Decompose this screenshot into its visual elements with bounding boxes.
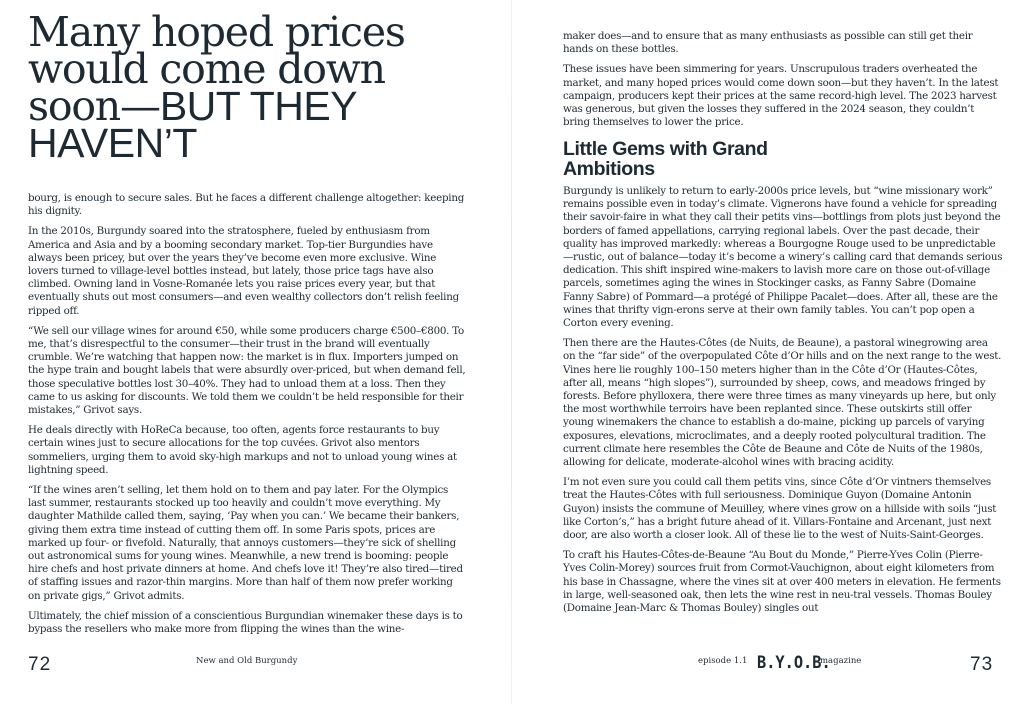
left-section-title: New and Old Burgundy — [196, 656, 298, 666]
byob-logo: B.Y.O.B. — [757, 653, 831, 673]
headline — [28, 8, 468, 166]
section-subhead: Little Gems with Grand Ambitions — [563, 138, 768, 180]
headline-sans: BUT THEY HAVEN’T — [28, 83, 357, 166]
paragraph: To craft his Hautes-Côtes-de-Beaune “Au Bout du Monde,” Pierre-Yves Colin (Pierre-Yves Colin-Morey) sources fruit from Cormot-Vauchignon, about eight kilometers from his base in Chassagne, where the vines sit at over 400 meters in elevation. He ferments in large, well-seasoned oak, then lets the wine rest in neu-tral vessels. Thomas Bouley (Domaine Jean-Marc & Thomas Bouley) singles out — [563, 549, 1001, 615]
paragraph: maker does—and to ensure that as many enthusiasts as possible can still get their hands on these bottles. — [563, 30, 973, 56]
paragraph: bourg, is enough to secure sales. But he faces a different challenge altogether: keeping his dignity. — [28, 192, 465, 218]
magazine-label: magazine — [820, 656, 862, 666]
right-column-top — [563, 30, 1003, 136]
paragraph: “If the wines aren’t selling, let them hold on to them and pay later. For the Olympics last summer, restaurants stocked up too heavily and couldn’t move everything. My daughter Mathilde called them, saying, ‘Pay when you can.’ We became their bankers, giving them extra time instead of cutting them off. In some Paris spots, prices are marked up four- or fivefold. Naturally, that annoys customers—they’re sick of shelling out astronomical sums for young wines. Meanwhile, a new trend is booming: people hire chefs and host private dinners at home. And chefs love it! They’re also tired—tired of staffing issues and razor-thin margins. More than half of them now prefer working on private gigs,” Grivot admits. — [28, 484, 463, 602]
paragraph: I’m not even sure you could call them petits vins, since Côte d’Or vintners themselves treat the Hautes-Côtes with full seriousness. Dominique Guyon (Domaine Antonin Guyon) insists the commune of Meuilley, where vines grow on a hillside with soils “just like Corton’s,” has a bright future ahead of it. Villars-Fontaine and Arcenant, just next door, are also worth a closer look. All of these lie to the west of Nuits-Saint-Georges. — [563, 476, 997, 542]
episode-label: episode 1.1 — [698, 656, 748, 666]
paragraph: He deals directly with HoReCa because, too often, agents force restaurants to buy certain wines just to secure allocations for the top cuvées. Grivot also mentors sommeliers, urging them to avoid sky-high markups and not to unload young wines at lightning speed. — [28, 424, 457, 476]
paragraph: Ultimately, the chief mission of a conscientious Burgundian winemaker these days is to bypass the resellers who make more from flipping the wines than the wine- — [28, 609, 463, 636]
paragraph: These issues have been simmering for years. Unscrupulous traders overheated the market, and many hoped prices would come down soon—but they haven’t. In the latest campaign, producers kept their prices at the same record-high level. The 2023 harvest was generous, but given the losses they suffered in the 2024 season, they couldn’t bring themselves to lower the price. — [563, 63, 999, 129]
left-page-number: 72 — [28, 654, 52, 675]
right-column-bottom — [563, 185, 1003, 622]
left-column — [28, 192, 468, 643]
paragraph: Burgundy is unlikely to return to early-2000s price levels, but “wine missionary work” remains possible even in today’s climate. Vignerons have found a vehicle for spreading their savoir-faire in what they call their petits vins—bottlings from plots just beyond the borders of famed appellations, carrying regional labels. Over the past decade, their quality has improved markedly: whereas a Bourgogne Rouge used to be unpredictable—rustic, out of balance—today it’s become a winery’s calling card that demands serious dedication. This shift inspired wine-makers to lavish more care on those out-of-village parcels, sometimes aging the wines in Stockinger casks, as Fanny Sabre (Domaine Fanny Sabre) of Pommard—a protégé of Philippe Pacalet—does. After all, these are the wines that thrifty vign-erons serve at their own family tables. You can’t pop open a Corton every evening. — [563, 185, 1003, 330]
headline-serif: Many hoped prices would come down soon— — [28, 8, 405, 130]
paragraph: In the 2010s, Burgundy soared into the stratosphere, fueled by enthusiasm from America and Asia and by a booming secondary market. Top-tier Burgundies have always been pricey, but over the years they’ve become even more exclusive. Wine lovers turned to village-level bottles instead, but lately, those price tags have also climbed. Owning land in Vosne-Romanée lets you raise prices every year, but that eventually shuts out most consumers—and even wealthy collectors don’t relish feeling ripped off. — [28, 225, 459, 317]
paragraph: “We sell our village wines for around €50, while some producers charge €500–€800. To me, that’s disrespectful to the consumer—their trust in the brand will eventually crumble. We’re watching that happen now: the market is in flux. Importers jumped on the hype train and bought labels that were absurdly over-priced, but when demand fell, those speculative bottles lost 30–40%. They had to unload them at a loss. Then they came to us asking for discounts. We told them we couldn’t be held responsible for their mistakes,” Grivot says. — [28, 324, 466, 417]
paragraph: Then there are the Hautes-Côtes (de Nuits, de Beaune), a pastoral winegrowing area on the “far side” of the overpopulated Côte d’Or hills and on the next range to the west. Vines here lie roughly 100–150 meters higher than in the Côte d’Or (Hautes-Côtes, after all, means “high slopes”), surrounded by sheep, cows, and meadows fringed by forests. Before phylloxera, there were three times as many vineyards up here, but only the most worthwhile terroirs have been replanted since. These outskirts still offer young winemakers the chance to establish a do-maine, picking up parcels of varying exposures, elevations, microclimates, and a deeply rooted polycultural tradition. The current climate here resembles the Côte de Beaune and Côte de Nuits of the 1980s, allowing for delicate, moderate-alcohol wines with bracing acidity. — [563, 337, 1002, 469]
right-page-number: 73 — [970, 654, 994, 675]
